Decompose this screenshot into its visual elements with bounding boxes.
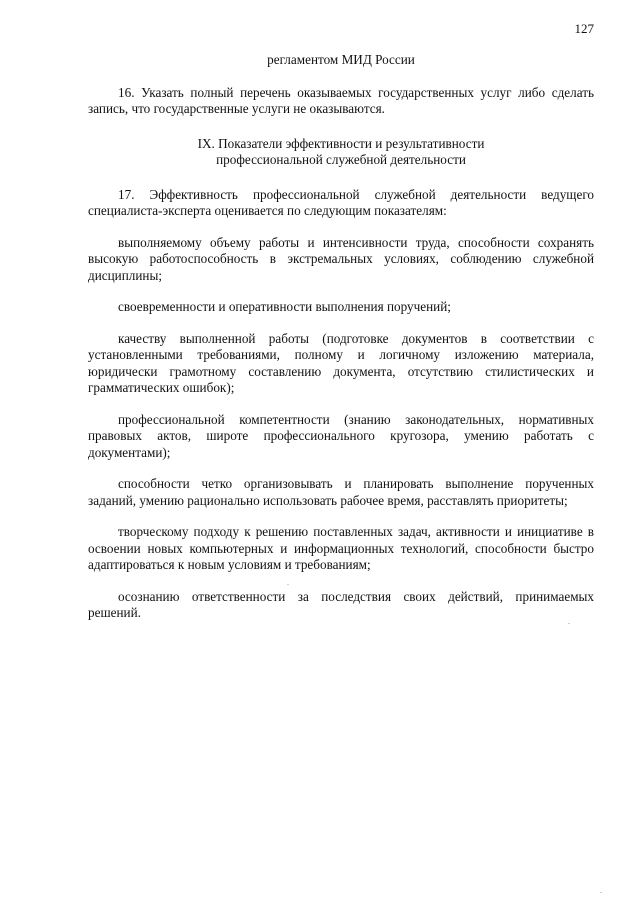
scan-speck [568,623,570,624]
criterion-paragraph: профессиональной компетентности (знанию законодательных, нормативных правовых актов, широте профессионального кругозора, умению работать с документами); [88,411,594,460]
section-heading [88,136,594,169]
criterion-paragraph: способности четко организовывать и планировать выполнение порученных заданий, умению рационально использовать рабочее время, расставлять приоритеты; [88,476,594,508]
intro-line: регламентом МИД России [267,52,415,67]
scan-speck [287,584,289,585]
criterion-paragraph: осознанию ответственности за последствия своих действий, принимаемых решений. [88,588,594,620]
criterion-paragraph: качеству выполненной работы (подготовке документов в соответствии с установленными требованиями, полному и логичному изложению материала, юридически грамотному составлению документа, отсутствию стилистических и грамматических ошибок); [88,330,594,395]
section-title-line-1: IX. Показатели эффективности и результативности [197,135,485,151]
page-number: 127 [574,21,594,36]
criterion-paragraph: своевременности и оперативности выполнения поручений; [118,299,451,314]
document-body [88,52,594,622]
criterion-paragraph: выполняемому объему работы и интенсивности труда, способности сохранять высокую работоспособность в экстремальных условиях, соблюдению служебной дисциплины; [88,234,594,283]
criterion-paragraph: творческому подходу к решению поставленных задач, активности и инициативе в освоении новых компьютерных и информационных технологий, способности быстро адаптироваться к новым условиям и требованиям; [88,524,594,572]
scan-speck [600,892,602,893]
section-title-line-2: профессиональной служебной деятельности [216,152,466,167]
item-17-paragraph: 17. Эффективность профессиональной служебной деятельности ведущего специалиста-эксперта оценивается по следующим показателям: [88,186,594,218]
item-16-paragraph: 16. Указать полный перечень оказываемых государственных услуг либо сделать запись, что государственные услуги не оказываются. [88,84,594,116]
